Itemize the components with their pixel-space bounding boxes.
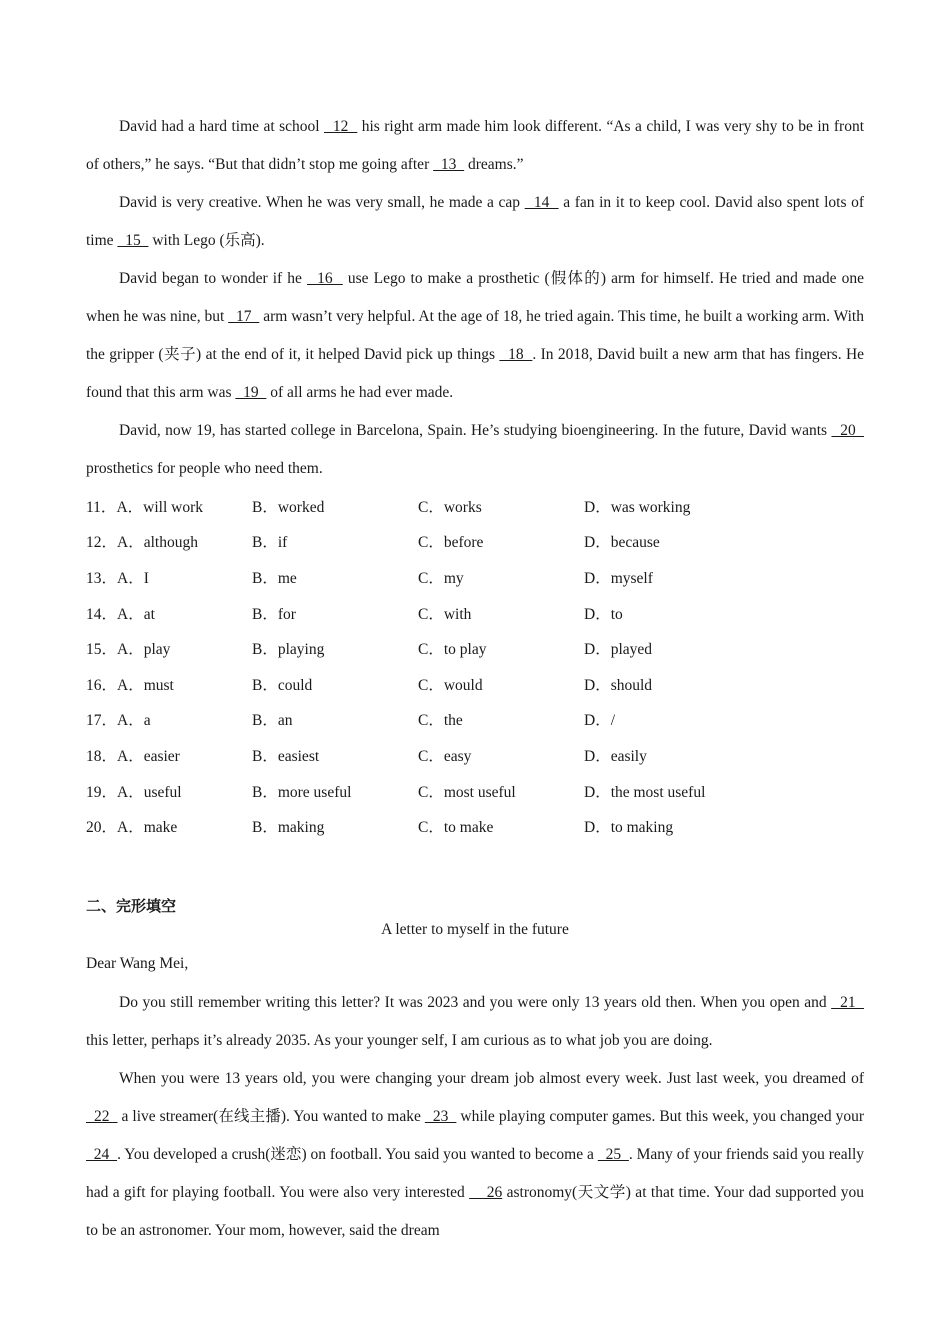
text: David is very creative. When he was very small, he made a cap bbox=[119, 194, 525, 211]
question-12 bbox=[86, 524, 864, 560]
option-b: B．could bbox=[252, 676, 313, 694]
option-a: 19．A．useful bbox=[86, 783, 182, 801]
option-b: B．if bbox=[252, 534, 288, 552]
text: use Lego to make a prosthetic (假体的) arm for himself. He tried and made one when he was nine, but bbox=[86, 270, 865, 325]
question-15 bbox=[86, 630, 864, 666]
question-13 bbox=[86, 559, 864, 595]
option-b: B．more useful bbox=[252, 783, 352, 801]
text: . In 2018, David built a new arm that has fingers. He found that this arm was bbox=[86, 346, 865, 401]
option-b: B．making bbox=[252, 819, 325, 837]
options-list bbox=[86, 488, 864, 844]
text: David began to wonder if he bbox=[119, 270, 307, 287]
document-page bbox=[86, 108, 864, 1250]
blank-23: 23 bbox=[424, 1107, 457, 1125]
passage-paragraph-3 bbox=[86, 260, 864, 412]
question-20 bbox=[86, 808, 864, 844]
option-c: C．to make bbox=[418, 819, 494, 837]
text: a live streamer(在线主播). You wanted to make bbox=[117, 1107, 425, 1125]
option-d: D．should bbox=[584, 676, 653, 694]
option-b: B．worked bbox=[252, 498, 325, 516]
text: prosthetics for people who need them. bbox=[86, 460, 323, 477]
option-b: B．playing bbox=[252, 641, 325, 659]
blank-25: 25 bbox=[597, 1145, 629, 1163]
question-18 bbox=[86, 737, 864, 773]
option-b: B．me bbox=[252, 569, 297, 587]
option-a: 20．A．make bbox=[86, 819, 178, 837]
text: . You developed a crush(迷恋) on football. You said you wanted to become a bbox=[117, 1145, 598, 1163]
blank-16: 16 bbox=[306, 270, 343, 287]
text: David, now 19, has started college in Barcelona, Spain. He’s studying bioengineering. In the future, David wants bbox=[119, 422, 832, 439]
question-19 bbox=[86, 773, 864, 809]
text: Do you still remember writing this letter? It was 2023 and you were only 13 years old then. When you open and bbox=[119, 993, 832, 1011]
salutation: Dear Wang Mei, bbox=[86, 954, 189, 972]
option-c: C．would bbox=[418, 676, 483, 694]
text: astronomy(天文学) at that time. Your dad supported you to be an astronomer. Your mom, however, said the dream bbox=[86, 1183, 864, 1239]
text: David had a hard time at school bbox=[119, 118, 324, 135]
option-c: C．with bbox=[418, 605, 472, 623]
option-d: D．played bbox=[584, 641, 653, 659]
option-c: C．the bbox=[418, 712, 463, 730]
option-a: 16．A．must bbox=[86, 676, 174, 694]
letter-title: A letter to myself in the future bbox=[381, 920, 569, 938]
blank-21: 21 bbox=[831, 993, 865, 1011]
blank-20: 20 bbox=[831, 422, 864, 439]
text: a fan in it to keep cool. David also spent lots of time bbox=[86, 194, 864, 249]
option-c: C．before bbox=[418, 534, 484, 552]
option-c: C．works bbox=[418, 498, 482, 516]
letter-paragraph-2 bbox=[86, 1060, 864, 1250]
option-b: B．for bbox=[252, 605, 296, 623]
option-a: 18．A．easier bbox=[86, 747, 180, 765]
section-title: 二、完形填空 bbox=[86, 896, 177, 915]
option-c: C．to play bbox=[418, 641, 487, 659]
option-d: D．to bbox=[584, 605, 623, 623]
blank-18: 18 bbox=[499, 346, 533, 363]
option-c: C．most useful bbox=[418, 783, 516, 801]
text: When you were 13 years old, you were changing your dream job almost every week. Just last week, you dreamed of bbox=[119, 1069, 864, 1087]
letter-paragraph-1 bbox=[86, 984, 864, 1060]
option-d: D．easily bbox=[584, 747, 647, 765]
option-d: D．the most useful bbox=[584, 783, 706, 801]
text: while playing computer games. But this week, you changed your bbox=[456, 1107, 865, 1125]
option-a: 15．A．play bbox=[86, 641, 171, 659]
option-a: 17．A．a bbox=[86, 712, 151, 730]
question-14 bbox=[86, 595, 864, 631]
text: with Lego (乐高). bbox=[148, 232, 265, 249]
passage-paragraph-1 bbox=[86, 108, 864, 184]
blank-22: 22 bbox=[86, 1107, 118, 1125]
blank-17: 17 bbox=[228, 308, 260, 325]
option-b: B．easiest bbox=[252, 747, 320, 765]
passage-paragraph-4 bbox=[86, 412, 864, 488]
option-b: B．an bbox=[252, 712, 293, 730]
option-a: 11．A．will work bbox=[86, 498, 203, 516]
blank-12: 12 bbox=[324, 118, 358, 135]
letter-body bbox=[86, 984, 864, 1250]
text: . Many of your friends said you really had a gift for playing football. You were also very interested bbox=[86, 1145, 865, 1201]
question-11 bbox=[86, 488, 864, 524]
option-d: D．myself bbox=[584, 569, 653, 587]
option-a: 13．A．I bbox=[86, 569, 149, 587]
option-d: D．because bbox=[584, 534, 660, 552]
option-c: C．my bbox=[418, 569, 464, 587]
text: of all arms he had ever made. bbox=[266, 384, 454, 401]
text: his right arm made him look different. “As a child, I was very shy to be in front of others,” he says. “But that didn’t stop me going after bbox=[86, 118, 864, 173]
blank-26: 26 bbox=[469, 1183, 503, 1201]
blank-24: 24 bbox=[86, 1145, 118, 1163]
text: arm wasn’t very helpful. At the age of 18, he tried again. This time, he built a working arm. With the gripper (夹子) at the end of it, it helped David pick up things bbox=[86, 308, 864, 363]
text: this letter, perhaps it’s already 2035. As your younger self, I am curious as to what job you are doing. bbox=[86, 1031, 713, 1049]
blank-15: 15 bbox=[117, 232, 149, 249]
question-17 bbox=[86, 702, 864, 738]
blank-19: 19 bbox=[235, 384, 267, 401]
option-d: D．to making bbox=[584, 819, 674, 837]
blank-13: 13 bbox=[433, 156, 465, 173]
option-a: 14．A．at bbox=[86, 605, 155, 623]
blank-14: 14 bbox=[524, 194, 559, 211]
question-16 bbox=[86, 666, 864, 702]
option-a: 12．A．although bbox=[86, 534, 198, 552]
option-d: D．/ bbox=[584, 712, 616, 730]
text: dreams.” bbox=[464, 156, 524, 173]
passage-paragraph-2 bbox=[86, 184, 864, 260]
option-d: D．was working bbox=[584, 498, 691, 516]
option-c: C．easy bbox=[418, 747, 472, 765]
